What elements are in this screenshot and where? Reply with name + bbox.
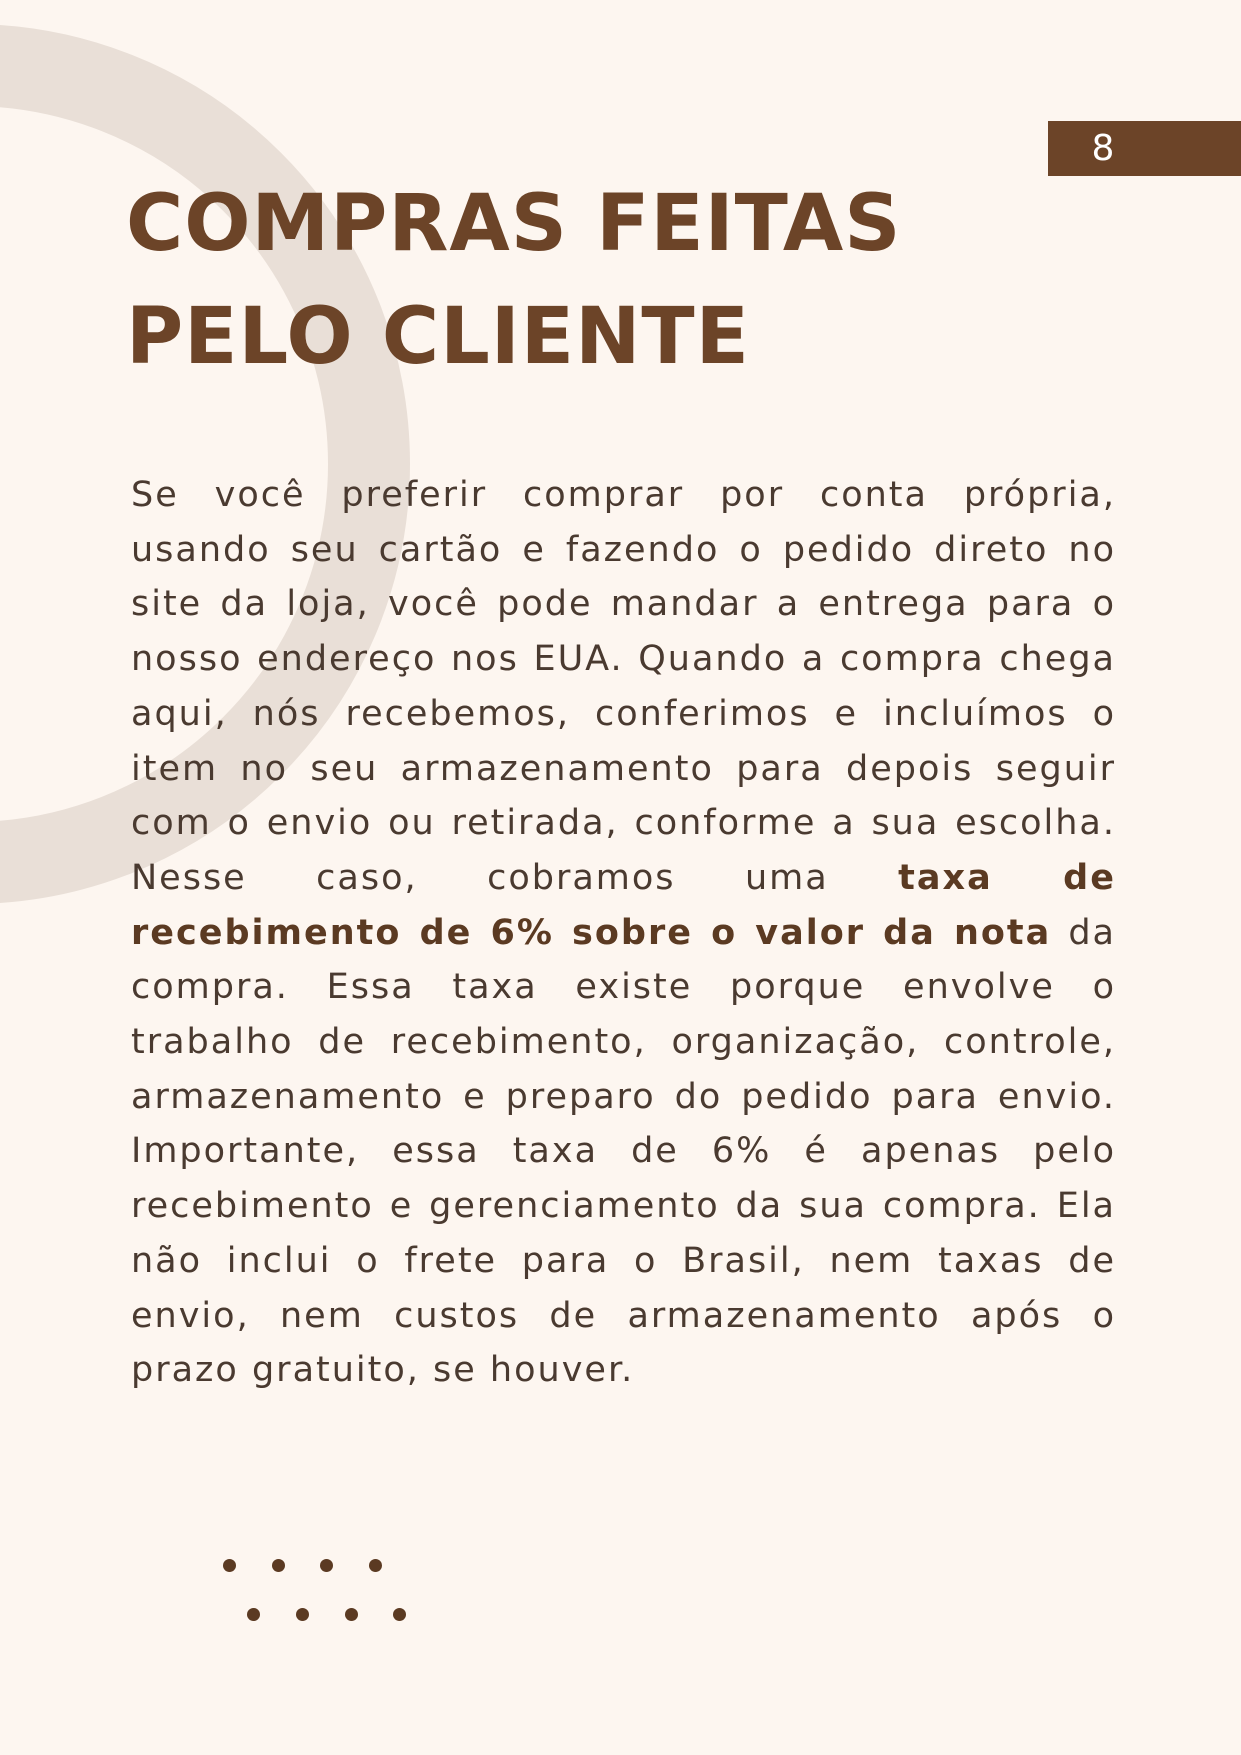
page-title-line-1: COMPRAS FEITAS [126,179,902,269]
page-title [126,168,1126,394]
body-highlight-fee: taxa de recebimento de 6% sobre o valor da nota [131,857,1116,953]
body-text-part-1: Se você preferir comprar por conta própria, usando seu cartão e fazendo o pedido direto no site da loja, você pode mandar a entrega para o nosso endereço nos EUA. Quando a compra chega aqui, nós recebemos, conferimos e incluímos o item no seu armazenamento para depois seguir com o envio ou retirada, conforme a sua escolha. Nesse caso, cobramos uma [131,475,1116,898]
decorative-dot [223,1559,236,1572]
body-text-part-2: da compra. Essa taxa existe porque envolve o trabalho de recebimento, organização, controle, armazenamento e preparo do pedido para envio. Importante, essa taxa de 6% é apenas pelo recebimento e gerenciamento da sua compra. Ela não inclui o frete para o Brasil, nem taxas de envio, nem custos de armazenamento após o prazo gratuito, se houver. [131,912,1117,1391]
decorative-dot [296,1608,309,1621]
decorative-dot [345,1608,358,1621]
decorative-dot [369,1559,382,1572]
decorative-dot [247,1608,260,1621]
body-paragraph [131,468,1116,1398]
decorative-dot [320,1559,333,1572]
page-title-line-2: PELO CLIENTE [126,292,750,382]
page-number: 8 [1091,128,1115,169]
decorative-dot [272,1559,285,1572]
decorative-dot [393,1608,406,1621]
